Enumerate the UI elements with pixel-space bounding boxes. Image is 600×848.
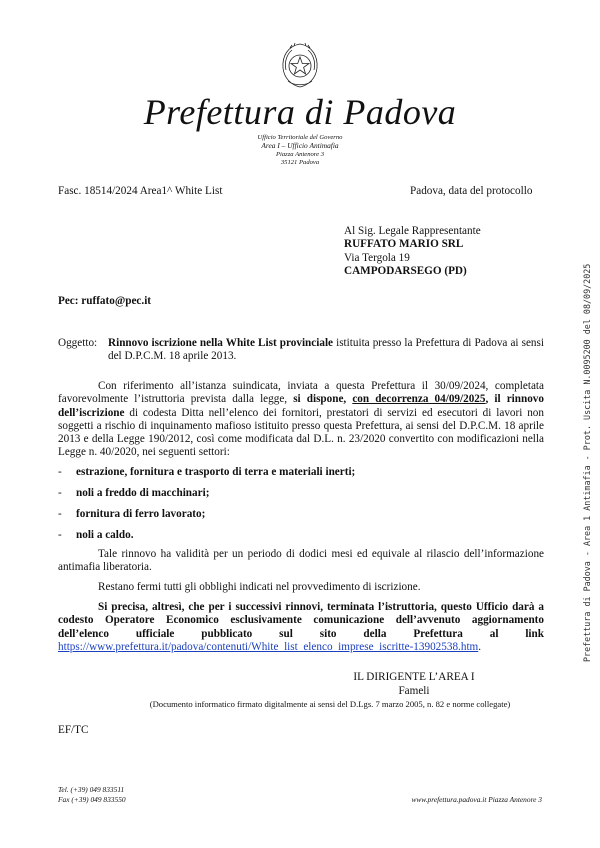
recipient-address (344, 225, 481, 278)
body-bold: si dispone, (293, 393, 353, 406)
sector-item (58, 466, 355, 479)
body-paragraph: Restano fermi tutti gli obblighi indicati nel provvedimento di iscrizione. (98, 581, 421, 593)
body-paragraph (58, 380, 544, 460)
footer-website: www.prefettura.padova.it Piazza Antenore 3 (411, 795, 542, 804)
page-title: Prefettura di Padova (143, 92, 457, 132)
pec-address: Pec: ruffato@pec.it (58, 295, 152, 307)
office-line: Piazza Antenore 3 (276, 150, 324, 158)
white-list-link[interactable]: https://www.prefettura.it/padova/contenuti/White_list_elenco_imprese_iscritte-13902538.htm (58, 640, 479, 653)
file-reference: Fasc. 18514/2024 Area1^ White List (58, 185, 223, 197)
office-line: 35121 Padova (280, 159, 320, 167)
initials: EF/TC (58, 724, 89, 736)
signer-name: Fameli (398, 685, 430, 697)
office-line: Area I – Ufficio Antimafia (261, 141, 339, 151)
footer-fax: Fax (+39) 049 833550 (58, 795, 126, 804)
recipient-line: Al Sig. Legale Rappresentante (344, 225, 481, 237)
italian-republic-emblem (278, 40, 322, 90)
body-text: di codesta Ditta nell’elenco dei fornitori, prestatori di servizi ed esecutori di lavori non soggetti a rischio di inquinamento mafioso istituito presso questa Prefettura, ai sensi del D.P.C.M. 18 aprile 2013 e della Legge 190/2012, così come modificata dal D.L. n. 23/2020 convertito con modificazioni nella Legge n. 40/2020, nei seguenti settori: (58, 406, 544, 459)
bullet-dash: - (58, 529, 62, 541)
sector-text: noli a caldo. (76, 529, 134, 541)
office-block (0, 134, 600, 168)
footer-contacts (58, 785, 126, 805)
recipient-city: CAMPODARSEGO (PD) (344, 264, 467, 277)
subject-bold: Rinnovo iscrizione nella White List provinciale (108, 337, 334, 349)
sector-text: estrazione, fornitura e trasporto di terra e materiali inerti; (76, 466, 356, 478)
sector-item (58, 487, 209, 500)
protocol-stamp: Prefettura di Padova - Area 1 Antimafia - Prot. Uscita N.0095200 del 08/09/2025 (582, 263, 592, 662)
bullet-dash: - (58, 508, 62, 520)
place-date: Padova, data del protocollo (410, 185, 533, 197)
sector-item (58, 529, 134, 542)
sector-item (58, 508, 205, 521)
body-paragraph: Tale rinnovo ha validità per un periodo di dodici mesi ed equivale al rilascio dell’informazione antimafia liberatoria. (58, 548, 544, 574)
recipient-company: RUFFATO MARIO SRL (344, 238, 464, 251)
body-text: Si precisa, altresì, che per i successivi rinnovi, terminata l’istruttoria, questo Ufficio darà a codesto Operatore Economico esclusivamente comunicazione dell’avvenuto aggiornamento dell’elenco ufficiale pubblicato sul sito della Prefettura al link (58, 601, 544, 640)
body-paragraph (58, 601, 544, 654)
body-text: . (478, 640, 482, 653)
sector-text: fornitura di ferro lavorato; (76, 508, 206, 520)
bullet-dash: - (58, 487, 62, 499)
effective-date: con decorrenza 04/09/2025 (352, 393, 486, 406)
body-text: Con riferimento all’istanza suindicata, inviata a questa Prefettura il 30/09/2024, completata favorevolmente l’istruttoria prevista dalla legge, (58, 380, 544, 406)
recipient-street: Via Tergola 19 (344, 251, 410, 264)
subject-rest: istituita presso la Prefettura di Padova ai sensi del D.P.C.M. 18 aprile 2013. (108, 337, 544, 363)
signer-title: IL DIRIGENTE L’AREA I (353, 671, 475, 683)
subject-label: Oggetto: (58, 337, 98, 349)
footer-tel: Tel. (+39) 049 833511 (58, 785, 125, 794)
subject-text (108, 337, 544, 364)
office-line: Ufficio Territoriale del Governo (257, 134, 343, 141)
body-bold: , il rinnovo dell’iscrizione (58, 393, 544, 419)
digital-signature-note: (Documento informatico firmato digitalmente ai sensi del D.Lgs. 7 marzo 2005, n. 82 e norme collegate) (149, 699, 511, 709)
bullet-dash: - (58, 466, 62, 478)
sector-text: noli a freddo di macchinari; (76, 487, 210, 499)
